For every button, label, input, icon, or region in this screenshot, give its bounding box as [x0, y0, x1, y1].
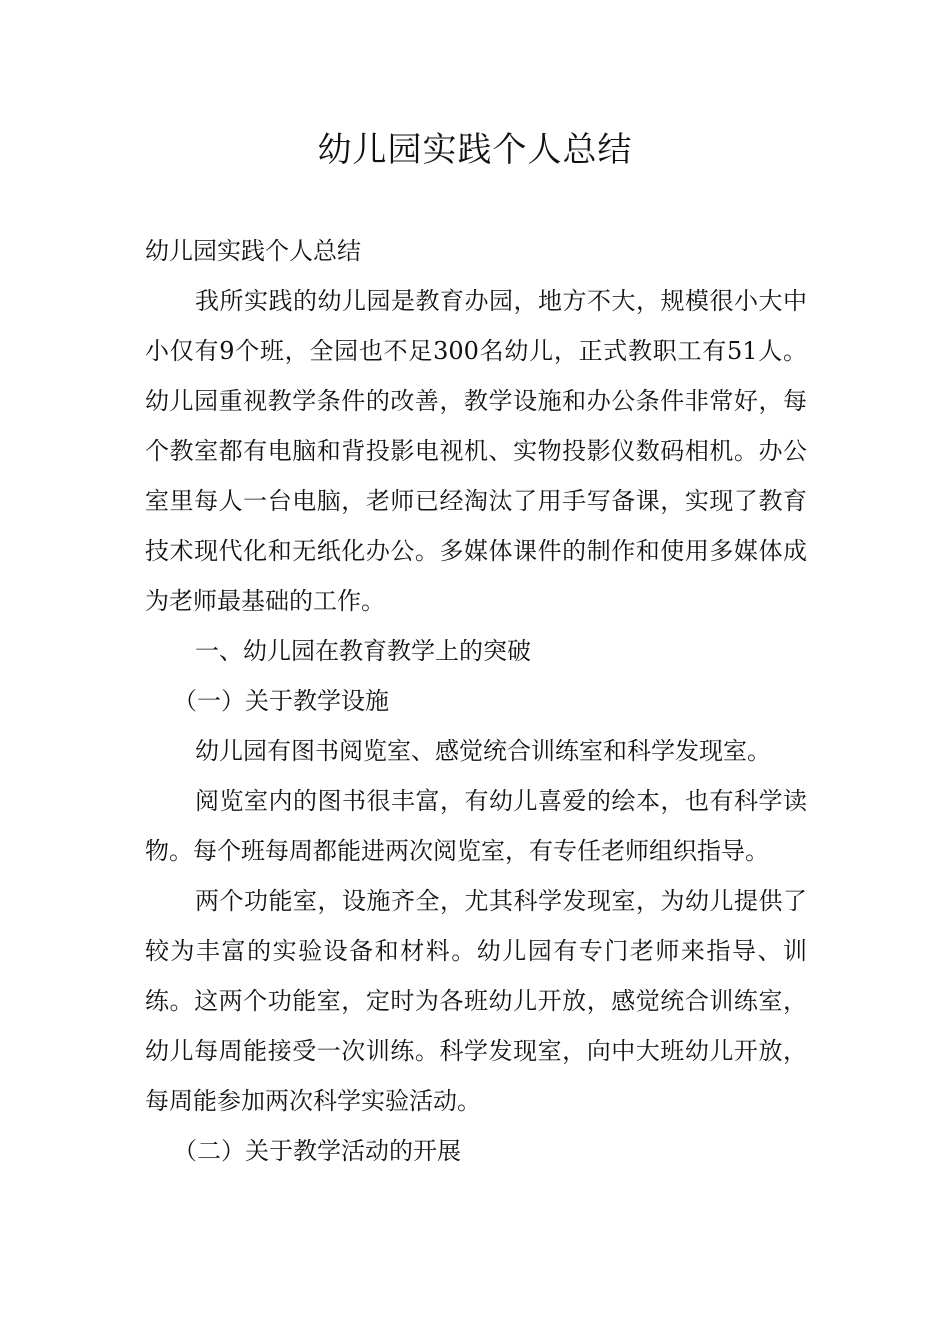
subsection-heading: （一）关于教学设施: [173, 687, 389, 715]
body-paragraph: 阅览室内的图书很丰富，有幼儿喜爱的绘本，也有科学读物。每个班每周都能进两次阅览室，有专任老师组织指导。: [145, 787, 807, 865]
body-paragraph: 我所实践的幼儿园是教育办园，地方不大，规模很小大中小仅有9个班，全园也不足300名幼儿，正式教职工有51人。幼儿园重视教学条件的改善，教学设施和办公条件非常好，每个教室都有电脑和背投影电视机、实物投影仪数码相机。办公室里每人一台电脑，老师已经淘汰了用手写备课，实现了教育技术现代化和无纸化办公。多媒体课件的制作和使用多媒体成为老师最基础的工作。: [145, 287, 807, 615]
section-heading: 一、幼儿园在教育教学上的突破: [195, 637, 531, 665]
document-body: [145, 226, 807, 1176]
document-title: 幼儿园实践个人总结: [317, 130, 633, 170]
subsection-heading: （二）关于教学活动的开展: [173, 1137, 461, 1165]
subtitle-paragraph: 幼儿园实践个人总结: [145, 237, 361, 265]
body-paragraph: 两个功能室，设施齐全，尤其科学发现室，为幼儿提供了较为丰富的实验设备和材料。幼儿园有专门老师来指导、训练。这两个功能室，定时为各班幼儿开放，感觉统合训练室，幼儿每周能接受一次训练。科学发现室，向中大班幼儿开放，每周能参加两次科学实验活动。: [145, 887, 807, 1115]
body-paragraph: 幼儿园有图书阅览室、感觉统合训练室和科学发现室。: [195, 737, 771, 765]
